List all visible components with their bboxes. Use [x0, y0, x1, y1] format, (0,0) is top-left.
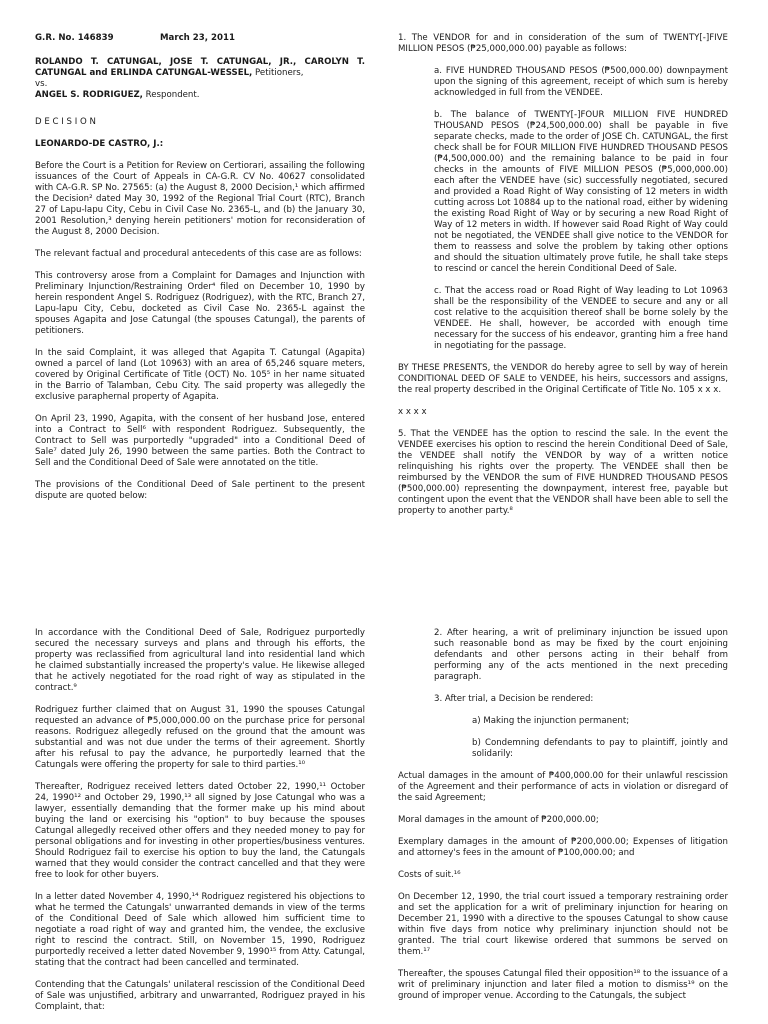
- versus-label: vs.: [35, 79, 48, 89]
- paragraph: Moral damages in the amount of ₱200,000.00;: [398, 815, 599, 825]
- paragraph: Thereafter, the spouses Catungal filed their opposition¹⁸ to the issuance of a writ of preliminary injunction and later filed a motion to dismiss¹⁹ on the ground of improper venue. According to the Catungals, the subject: [398, 969, 728, 1001]
- paragraph: The relevant factual and procedural antecedents of this case are as follows:: [35, 249, 362, 259]
- petitioners-names: ROLANDO T. CATUNGAL, JOSE T. CATUNGAL, JR., CAROLYN T. CATUNGAL and ERLINDA CATUNGAL-WESSEL,: [35, 57, 365, 78]
- paragraph: The provisions of the Conditional Deed of Sale pertinent to the present dispute are quoted below:: [35, 480, 365, 501]
- prayer-item-3: 3. After trial, a Decision be rendered:: [434, 694, 594, 704]
- page-two: [0, 610, 768, 1024]
- paragraph: Actual damages in the amount of ₱400,000.00 for their unlawful rescission of the Agreement and their performance of acts in violation or disregard of the said Agreement;: [398, 771, 728, 803]
- gr-number: G.R. No. 146839: [35, 33, 114, 43]
- case-date: March 23, 2011: [160, 33, 235, 43]
- paragraph: Costs of suit.¹⁶: [398, 870, 461, 880]
- paragraph: On December 12, 1990, the trial court issued a temporary restraining order and set the application for a writ of preliminary injunction for hearing on December 21, 1990 with a directive to the spouses Catungal to show cause within five days from notice why preliminary injunction should not be granted. The trial court likewise ordered that summons be served on them.¹⁷: [398, 892, 728, 957]
- respondent-role: Respondent.: [142, 90, 200, 100]
- page-two-right-column: [398, 628, 728, 1013]
- paragraph: Exemplary damages in the amount of ₱200,000.00; Expenses of litigation and attorney's fees in the amount of ₱100,000.00; and: [398, 837, 728, 858]
- prayer-item-2: 2. After hearing, a writ of preliminary injunction be issued upon such reasonable bond as may be fixed by the court enjoining defendants and other persons acting in their behalf from performing any of the acts mentioned in the next preceding paragraph.: [434, 628, 728, 682]
- paragraph: In accordance with the Conditional Deed of Sale, Rodriguez purportedly secured the necessary surveys and plans and through his efforts, the property was reclassified from agricultural land into residential land which he claimed substantially increased the property's value. He likewise alleged that he actively negotiated for the road right of way as stipulated in the contract.⁹: [35, 628, 365, 693]
- page-two-left-column: [35, 628, 365, 1024]
- petitioners-line: [35, 57, 365, 79]
- page-one-left-column: [35, 0, 365, 513]
- page-one-right-column: [398, 33, 728, 528]
- clause-b: b. The balance of TWENTY[-]FOUR MILLION FIVE HUNDRED THOUSAND PESOS (₱24,500,000.00) shall be payable in five separate checks, made to the order of JOSE Ch. CATUNGAL, the first check shall be for FOUR MILLION FIVE HUNDRED THOUSAND PESOS (₱4,500,000.00) and the remaining balance to be paid in four checks in the amounts of FIVE MILLION PESOS (₱5,000,000.00) each after the VENDEE have (sic) successfully negotiated, secured and provided a Road Right of Way consisting of 12 meters in width cutting across Lot 10884 up to the national road, either by widening the existing Road Right of Way or by securing a new Road Right of Way of 12 meters in width. If however said Road Right of Way could not be negotiated, the VENDEE shall give notice to the VENDOR for them to reassess and solve the problem by taking other options and should the situation ultimately prove futile, he shall take steps to rescind or cancel the herein Conditional Deed of Sale.: [434, 110, 728, 274]
- paragraph: 1. The VENDOR for and in consideration of the sum of TWENTY[-]FIVE MILLION PESOS (₱25,000,000.00) payable as follows:: [398, 33, 728, 54]
- case-header: [35, 33, 365, 44]
- respondent-line: [35, 90, 365, 101]
- paragraph: On April 23, 1990, Agapita, with the consent of her husband Jose, entered into a Contract to Sell⁶ with respondent Rodriguez. Subsequently, the Contract to Sell was purportedly "upgraded" into a Conditional Deed of Sale⁷ dated July 26, 1990 between the same parties. Both the Contract to Sell and the Conditional Deed of Sale were annotated on the title.: [35, 414, 365, 468]
- decision-heading: D E C I S I O N: [35, 117, 96, 127]
- paragraph: This controversy arose from a Complaint for Damages and Injunction with Preliminary Injunction/Restraining Order⁴ filed on December 10, 1990 by herein respondent Angel S. Rodriguez (Rodriguez), with the RTC, Branch 27, Lapu-lapu City, Cebu, docketed as Civil Case No. 2365-L against the spouses Agapita and Jose Catungal (the spouses Catungal), the parents of petitioners.: [35, 271, 365, 336]
- respondent-name: ANGEL S. RODRIGUEZ,: [35, 90, 143, 100]
- paragraph: In the said Complaint, it was alleged that Agapita T. Catungal (Agapita) owned a parcel of land (Lot 10963) with an area of 65,246 square meters, covered by Original Certificate of Title (OCT) No. 105⁵ in her name situated in the Barrio of Talamban, Cebu City. The said property was allegedly the exclusive paraphernal property of Agapita.: [35, 348, 365, 402]
- paragraph: BY THESE PRESENTS, the VENDOR do hereby agree to sell by way of herein CONDITIONAL DEED OF SALE to VENDEE, his heirs, successors and assigns, the real property described in the Original Certificate of Title No. 105 x x x.: [398, 363, 728, 395]
- petitioners-role: Petitioners,: [252, 68, 304, 78]
- paragraph: Rodriguez further claimed that on August 31, 1990 the spouses Catungal requested an advance of ₱5,000,000.00 on the purchase price for personal reasons. Rodriguez allegedly refused on the ground that the amount was substantial and was not due under the terms of their agreement. Shortly after his refusal to pay the advance, he purportedly learned that the Catungals were offering the property for sale to third parties.¹⁰: [35, 705, 365, 770]
- clause-c: c. That the access road or Road Right of Way leading to Lot 10963 shall be the responsibility of the VENDEE to secure and any or all cost relative to the acquisition thereof shall be borne solely by the VENDEE. He shall, however, be accorded with enough time necessary for the success of his endeavor, granting him a free hand in negotiating for the passage.: [434, 286, 728, 351]
- paragraph: Contending that the Catungals' unilateral rescission of the Conditional Deed of Sale was unjustified, arbitrary and unwarranted, Rodriguez prayed in his Complaint, that:: [35, 980, 365, 1012]
- prayer-item-a: a) Making the injunction permanent;: [472, 716, 630, 726]
- paragraph: Thereafter, Rodriguez received letters dated October 22, 1990,¹¹ October 24, 1990¹² and October 29, 1990,¹³ all signed by Jose Catungal who was a lawyer, essentially demanding that the former make up his mind about buying the land or exercising his "option" to buy because the spouses Catungal allegedly received other offers and they needed money to pay for personal obligations and for investing in other properties/business ventures. Should Rodriguez fail to exercise his option to buy the land, the Catungals warned that they would consider the contract cancelled and that they were free to look for other buyers.: [35, 782, 365, 880]
- prayer-item-b: b) Condemning defendants to pay to plaintiff, jointly and solidarily:: [472, 738, 728, 759]
- paragraph: Before the Court is a Petition for Review on Certiorari, assailing the following issuances of the Court of Appeals in CA-G.R. CV No. 40627 consolidated with CA-G.R. SP No. 27565: (a) the August 8, 2000 Decision,¹ which affirmed the Decision² dated May 30, 1992 of the Regional Trial Court (RTC), Branch 27 of Lapu-lapu City, Cebu in Civil Case No. 2365-L, and (b) the January 30, 2001 Resolution,³ denying herein petitioners' motion for reconsideration of the August 8, 2000 Decision.: [35, 161, 365, 237]
- clause-a: a. FIVE HUNDRED THOUSAND PESOS (₱500,000.00) downpayment upon the signing of this agreement, receipt of which sum is hereby acknowledged in full from the VENDEE.: [434, 66, 728, 98]
- paragraph: In a letter dated November 4, 1990,¹⁴ Rodriguez registered his objections to what he termed the Catungals' unwarranted demands in view of the terms of the Conditional Deed of Sale which allowed him sufficient time to negotiate a road right of way and granted him, the vendee, the exclusive right to rescind the contract. Still, on November 15, 1990, Rodriguez purportedly received a letter dated November 9, 1990¹⁵ from Atty. Catungal, stating that the contract had been cancelled and terminated.: [35, 892, 365, 968]
- ponente: LEONARDO-DE CASTRO, J.:: [35, 139, 164, 149]
- omission-mark: x x x x: [398, 407, 427, 417]
- paragraph: 5. That the VENDEE has the option to rescind the sale. In the event the VENDEE exercises his option to rescind the herein Conditional Deed of Sale, the VENDEE shall notify the VENDOR by way of a written notice relinquishing his rights over the property. The VENDEE shall then be reimbursed by the VENDOR the sum of FIVE HUNDRED THOUSAND PESOS (₱500,000.00) representing the downpayment, interest free, payable but contingent upon the event that the VENDOR shall have been able to sell the property to another party.⁸: [398, 429, 728, 516]
